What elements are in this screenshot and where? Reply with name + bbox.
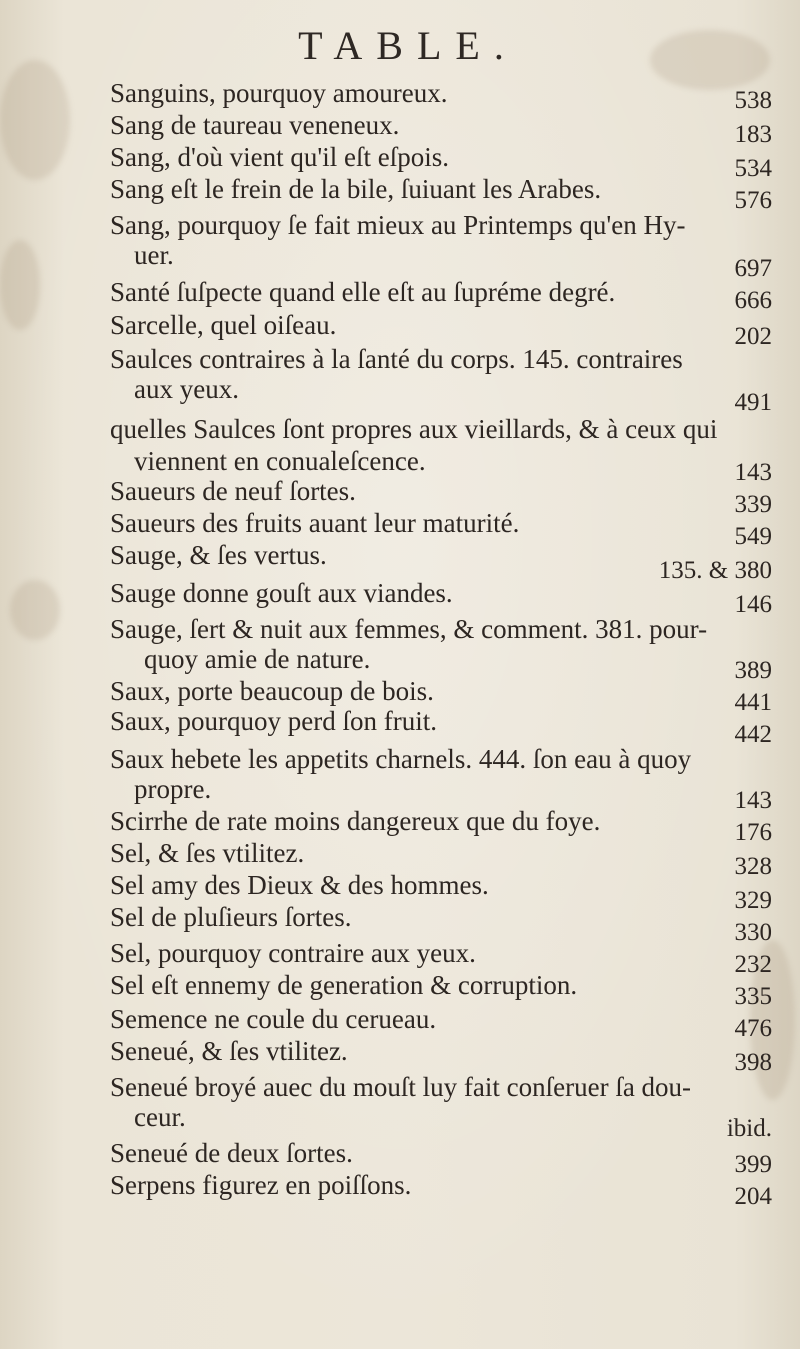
index-entry-page: 549 bbox=[734, 523, 772, 550]
index-entry-text: Sarcelle, quel oiſeau. bbox=[110, 310, 337, 340]
index-entry-text: Sang, d'où vient qu'il eſt eſpois. bbox=[110, 142, 449, 172]
index-entry-page: 135. & 380 bbox=[658, 557, 772, 584]
index-entry-text: Sanguins, pourquoy amoureux. bbox=[110, 78, 448, 108]
index-entry-page: 183 bbox=[734, 121, 772, 148]
index-entry-text: Sel amy des Dieux & des hommes. bbox=[110, 870, 489, 900]
index-entry-page: 398 bbox=[734, 1049, 772, 1076]
index-entry-page: 232 bbox=[734, 951, 772, 978]
index-entry-page: 330 bbox=[734, 919, 772, 946]
index-entry-text: Saueurs de neuf ſortes. bbox=[110, 476, 356, 506]
index-entry-page: 697 bbox=[734, 255, 772, 282]
index-entry-page: 335 bbox=[734, 983, 772, 1010]
index-entry-text: Scirrhe de rate moins dangereux que du foye. bbox=[110, 806, 601, 836]
index-entry-text: Sang eſt le frein de la bile, ſuiuant les Arabes. bbox=[110, 174, 602, 204]
index-entry-text: Seneué, & ſes vtilitez. bbox=[110, 1036, 348, 1066]
index-entry-page: 329 bbox=[734, 887, 772, 914]
index-entry-text: Sel eſt ennemy de generation & corruption. bbox=[110, 970, 578, 1000]
index-entry-page: 328 bbox=[734, 853, 772, 880]
index-entry-page: 339 bbox=[734, 491, 772, 518]
index-entry-text: Sauge donne gouſt aux viandes. bbox=[110, 578, 453, 608]
index-entry-page: 666 bbox=[734, 287, 772, 314]
index-entry-continuation: uer. bbox=[134, 240, 174, 270]
index-entry-text: Sel, pourquoy contraire aux yeux. bbox=[110, 938, 476, 968]
index-entry-text: Saueurs des fruits auant leur maturité. bbox=[110, 508, 520, 538]
index-entry-page: 441 bbox=[734, 689, 772, 716]
index-entry-page: 146 bbox=[734, 591, 772, 618]
index-entry-text: Semence ne coule du cerueau. bbox=[110, 1004, 437, 1034]
index-entry-text: Saux, pourquoy perd ſon fruit. bbox=[110, 706, 437, 736]
index-entry-continuation: ceur. bbox=[134, 1102, 186, 1132]
index-entry-continuation: quoy amie de nature. bbox=[144, 644, 371, 674]
index-entry-page: 491 bbox=[734, 389, 772, 416]
index-entry-page: 534 bbox=[734, 155, 772, 182]
index-entry-text: quelles Saulces ſont propres aux vieillards, & à ceux qui bbox=[110, 414, 718, 444]
index-entry-text: Saux hebete les appetits charnels. 444. ſon eau à quoy bbox=[110, 744, 692, 774]
index-entry-page: 576 bbox=[734, 187, 772, 214]
index-entry-page: 143 bbox=[734, 459, 772, 486]
index-entry-page: 538 bbox=[734, 87, 772, 114]
index-entry-text: Seneué de deux ſortes. bbox=[110, 1138, 353, 1168]
index-entry-text: Seneué broyé auec du mouſt luy fait conſeruer ſa dou- bbox=[110, 1072, 692, 1102]
page-heading: TABLE. bbox=[298, 23, 518, 68]
index-entry-text: Saulces contraires à la ſanté du corps. 145. contraires bbox=[110, 344, 683, 374]
index-entry-page: 143 bbox=[734, 787, 772, 814]
index-entry-continuation: propre. bbox=[134, 774, 212, 804]
index-entry-continuation: viennent en conualeſcence. bbox=[134, 446, 426, 476]
index-entry-page: 204 bbox=[734, 1183, 772, 1210]
index-entry-text: Saux, porte beaucoup de bois. bbox=[110, 676, 434, 706]
index-entry-text: Serpens figurez en poiſſons. bbox=[110, 1170, 412, 1200]
index-entry-text: Sauge, ſert & nuit aux femmes, & comment. 381. pour- bbox=[110, 614, 708, 644]
index-entry-text: Sang de taureau veneneux. bbox=[110, 110, 400, 140]
index-entry-text: Sel, & ſes vtilitez. bbox=[110, 838, 305, 868]
index-entry-page: 399 bbox=[734, 1151, 772, 1178]
index-entry-page: 476 bbox=[734, 1015, 772, 1042]
index-entry-page: 176 bbox=[734, 819, 772, 846]
index-entry-page: 389 bbox=[734, 657, 772, 684]
index-entry-text: Sauge, & ſes vertus. bbox=[110, 540, 327, 570]
index-entry-text: Sel de pluſieurs ſortes. bbox=[110, 902, 352, 932]
index-entry-page: ibid. bbox=[726, 1115, 772, 1142]
index-entry-text: Santé ſuſpecte quand elle eſt au ſupréme degré. bbox=[110, 277, 616, 307]
index-entry-page: 442 bbox=[734, 721, 772, 748]
index-entry-page: 202 bbox=[734, 323, 772, 350]
index-entry-continuation: aux yeux. bbox=[134, 374, 239, 404]
index-entry-text: Sang, pourquoy ſe fait mieux au Printemps qu'en Hy- bbox=[110, 210, 686, 240]
